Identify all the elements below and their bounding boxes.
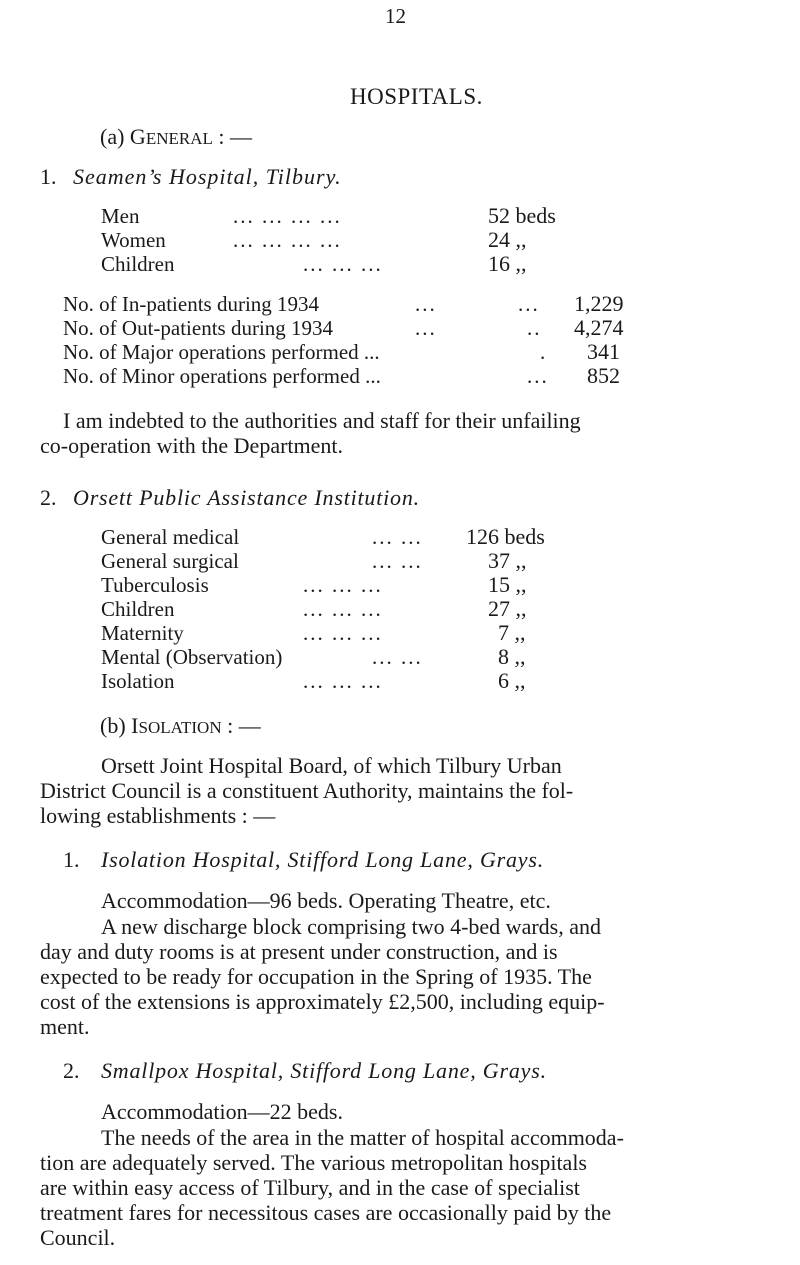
smallpox-title: Smallpox Hospital, Stifford Long Lane, Grays. [101, 1058, 547, 1083]
leader-dots: ... ... ... [303, 573, 383, 597]
stat-value: 341 [587, 339, 620, 364]
leader-dots: ... [415, 292, 437, 316]
orsett-bed-label: Children [101, 597, 175, 621]
leader-dots: ... ... ... [303, 252, 383, 276]
isolation-accommodation: Accommodation—96 beds. Operating Theatre, etc. [101, 888, 551, 913]
orsett-bed-label: Isolation [101, 669, 175, 693]
note-line: co-operation with the Department. [40, 433, 344, 458]
leader-dots: ... ... ... ... [233, 228, 342, 252]
section-a-label: (a) [100, 124, 125, 149]
section-b-initial: I [131, 713, 139, 738]
leader-dots: ... ... ... ... [233, 204, 342, 228]
orsett-bed-label: Mental (Observation) [101, 645, 283, 669]
seamens-bed-value: 24 ,, [488, 227, 527, 252]
isolation-line: day and duty rooms is at present under construction, and is [40, 939, 558, 964]
leader-dots: ... [415, 316, 437, 340]
section-a-heading [100, 124, 252, 150]
isolation-line: ment. [40, 1014, 90, 1039]
leader-dots: ... ... ... [303, 669, 383, 693]
orsett-bed-label: General surgical [101, 549, 239, 573]
seamens-bed-label: Men [101, 204, 140, 228]
seamens-bed-label: Women [101, 228, 166, 252]
leader-dots: .. [527, 316, 542, 340]
stat-label: No. of Minor operations performed ... [63, 364, 381, 388]
stat-label: No. of Major operations performed ... [63, 340, 380, 364]
leader-dots: ... ... [372, 549, 423, 573]
page-title: HOSPITALS. [350, 84, 483, 109]
isolation-line: A new discharge block comprising two 4-bed wards, and [101, 914, 601, 939]
section-a-rest: ENERAL [145, 129, 213, 148]
seamens-bed-value: 52 beds [488, 203, 556, 228]
seamens-title: Seamen’s Hospital, Tilbury. [73, 164, 342, 189]
stat-label: No. of Out-patients during 1934 [63, 316, 334, 340]
intro-line: Orsett Joint Hospital Board, of which Tilbury Urban [101, 753, 562, 778]
isolation-line: cost of the extensions is approximately £2,500, including equip- [40, 989, 605, 1014]
orsett-bed-value: 27 ,, [488, 596, 527, 621]
page-number: 12 [385, 4, 406, 28]
section-b-suffix: : — [221, 713, 261, 738]
leader-dots: ... [518, 292, 540, 316]
section-b-heading [100, 713, 261, 739]
stat-value: 4,274 [574, 315, 624, 340]
isolation-number: 1. [63, 847, 80, 872]
orsett-bed-value: 15 ,, [488, 572, 527, 597]
seamens-bed-value: 16 ,, [488, 251, 527, 276]
section-b-label: (b) [100, 713, 126, 738]
stat-value: 1,229 [574, 291, 624, 316]
leader-dots: ... ... ... [303, 621, 383, 645]
orsett-bed-value: 6 ,, [498, 668, 526, 693]
leader-dots: ... [527, 364, 549, 388]
leader-dots: ... ... [372, 645, 423, 669]
orsett-bed-label: General medical [101, 525, 240, 549]
orsett-bed-value: 126 beds [466, 524, 545, 549]
section-a-initial: G [129, 124, 146, 149]
isolation-line: expected to be ready for occupation in the Spring of 1935. The [40, 964, 592, 989]
smallpox-line: The needs of the area in the matter of hospital accommoda- [101, 1125, 624, 1150]
orsett-bed-label: Tuberculosis [101, 573, 209, 597]
orsett-number: 2. [40, 485, 57, 510]
seamens-bed-label: Children [101, 252, 175, 276]
smallpox-line: tion are adequately served. The various metropolitan hospitals [40, 1150, 587, 1175]
intro-line: lowing establishments : — [40, 803, 276, 828]
leader-dots: . [540, 340, 548, 364]
seamens-number: 1. [40, 164, 57, 189]
smallpox-line: treatment fares for necessitous cases are occasionally paid by the [40, 1200, 612, 1225]
orsett-bed-label: Maternity [101, 621, 184, 645]
stat-value: 852 [587, 363, 620, 388]
smallpox-line: Council. [40, 1225, 116, 1250]
intro-line: District Council is a constituent Authority, maintains the fol- [40, 778, 574, 803]
orsett-title: Orsett Public Assistance Institution. [73, 485, 420, 510]
section-a-suffix: : — [212, 124, 252, 149]
orsett-bed-value: 37 ,, [488, 548, 527, 573]
orsett-bed-value: 8 ,, [498, 644, 526, 669]
orsett-bed-value: 7 ,, [498, 620, 526, 645]
smallpox-accommodation: Accommodation—22 beds. [101, 1099, 343, 1124]
smallpox-number: 2. [63, 1058, 80, 1083]
isolation-title: Isolation Hospital, Stifford Long Lane, Grays. [101, 847, 545, 872]
leader-dots: ... ... ... [303, 597, 383, 621]
note-line: I am indebted to the authorities and staff for their unfailing [63, 408, 581, 433]
section-b-rest: SOLATION [138, 718, 222, 737]
leader-dots: ... ... [372, 525, 423, 549]
smallpox-line: are within easy access of Tilbury, and in the case of specialist [40, 1175, 580, 1200]
stat-label: No. of In-patients during 1934 [63, 292, 320, 316]
